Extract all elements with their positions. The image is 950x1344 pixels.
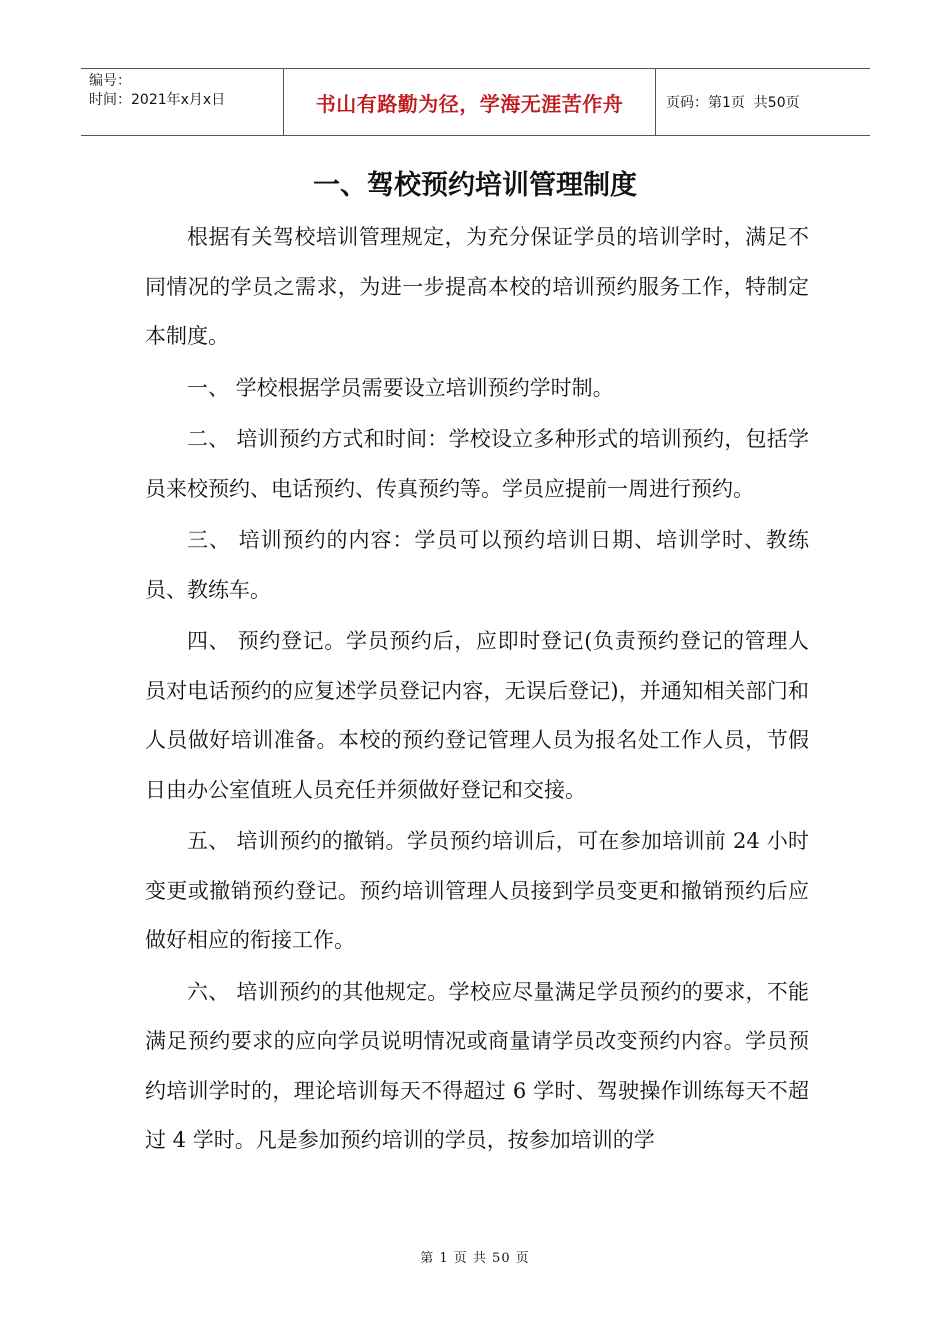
document-body [145,213,809,1166]
document-number: 编号： [89,73,131,89]
rule-item-1: 一、 学校根据学员需要设立培训预约学时制。 [187,375,614,400]
rule-item-6: 六、 培训预约的其他规定。学校应尽量满足学员预约的要求，不能满足预约要求的应向学员说明情况或商量请学员改变预约内容。学员预约培训学时的，理论培训每天不得超过 6 学时、驾驶操作训练每天不超过 4 学时。凡是参加预约培训的学员，按参加培训的学 [145,979,809,1152]
intro-paragraph: 根据有关驾校培训管理规定，为充分保证学员的培训学时，满足不同情况的学员之需求，为进一步提高本校的培训预约服务工作，特制定本制度。 [145,225,809,348]
header-meta [81,69,283,135]
document-title: 一、驾校预约培训管理制度 [313,170,637,201]
rule-item-4: 四、 预约登记。学员预约后，应即时登记(负责预约登记的管理人员对电话预约的应复述学员登记内容，无误后登记)，并通知相关部门和人员做好培训准备。本校的预约登记管理人员为报名处工作人员，节假日由办公室值班人员充任并须做好登记和交接。 [145,629,809,802]
document-date: 时间：2021年x月x日 [89,92,226,108]
page-footer: 第 1 页 共 50 页 [420,1251,530,1266]
header-motto: 书山有路勤为径，学海无涯苦作舟 [283,69,656,135]
rule-item-3: 三、 培训预约的内容：学员可以预约培训日期、培训学时、教练员、教练车。 [145,528,809,602]
header-page-info [656,69,870,135]
rule-item-2: 二、 培训预约方式和时间：学校设立多种形式的培训预约，包括学员来校预约、电话预约、传真预约等。学员应提前一周进行预约。 [145,427,809,501]
page-info-text: 页码：第1页 共50页 [666,95,800,111]
page-header [81,68,870,136]
rule-item-5: 五、 培训预约的撤销。学员预约培训后，可在参加培训前 24 小时变更或撤销预约登记。预约培训管理人员接到学员变更和撤销预约后应做好相应的衔接工作。 [145,829,809,952]
